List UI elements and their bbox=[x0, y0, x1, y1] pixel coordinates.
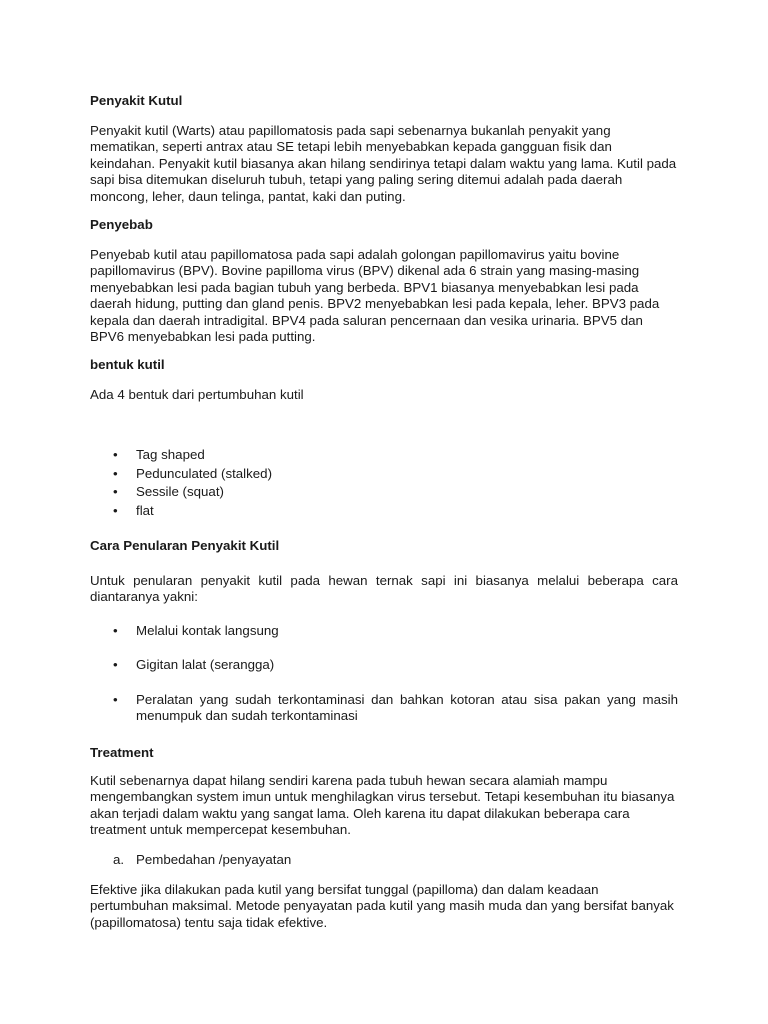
paragraph-pembedahan: Efektive jika dilakukan pada kutil yang bersifat tunggal (papilloma) dan dalam keadaan pertumbuhan maksimal. Metode penyayatan pada kutil yang masih muda dan yang bersifat banyak (papillomatosa) tentu saja tidak efektive. bbox=[90, 882, 674, 930]
list-item: • Tag shaped bbox=[90, 446, 678, 465]
list-item: • Sessile (squat) bbox=[90, 483, 678, 502]
heading-cara-penularan: Cara Penularan Penyakit Kutil bbox=[90, 538, 280, 553]
heading-penyakit-kutul: Penyakit Kutul bbox=[90, 93, 183, 108]
paragraph-penyebab: Penyebab kutil atau papillomatosa pada sapi adalah golongan papillomavirus yaitu bovine papillomavirus (BPV). Bovine papilloma virus (BPV) dikenal ada 6 strain yang masing-masing menyebabkan lesi pada bagian tubuh yang berbeda. BPV1 biasanya menyebabkan lesi pada daerah hidung, putting dan gland penis. BPV2 menyebabkan lesi pada kepala, leher. BPV3 pada kepala dan daerah intradigital. BPV4 pada saluran pencernaan dan vesika urinaria. BPV5 dan BPV6 menyebabkan lesi pada putting. bbox=[90, 247, 660, 345]
heading-penyebab: Penyebab bbox=[90, 217, 153, 232]
paragraph-bentuk-intro: Ada 4 bentuk dari pertumbuhan kutil bbox=[90, 387, 304, 402]
bentuk-list bbox=[90, 446, 678, 520]
list-item-a: a. Pembedahan /penyayatan bbox=[90, 852, 678, 868]
list-item: • Peralatan yang sudah terkontaminasi dan bahkan kotoran atau sisa pakan yang masih menumpuk dan sudah terkontaminasi bbox=[90, 692, 678, 725]
treatment-list bbox=[90, 852, 678, 868]
list-item: • Gigitan lalat (serangga) bbox=[90, 657, 678, 673]
list-item: • flat bbox=[90, 502, 678, 521]
heading-treatment: Treatment bbox=[90, 745, 154, 760]
paragraph-treatment: Kutil sebenarnya dapat hilang sendiri karena pada tubuh hewan secara alamiah mampu mengembangkan system imun untuk menghilagkan virus tersebut. Tetapi kesembuhan itu biasanya akan terjadi dalam waktu yang sangat lama. Oleh karena itu dapat dilakukan beberapa cara treatment untuk mempercepat kesembuhan. bbox=[90, 773, 675, 838]
penularan-list bbox=[90, 623, 678, 725]
paragraph-penyakit-kutil: Penyakit kutil (Warts) atau papillomatosis pada sapi sebenarnya bukanlah penyakit yang mematikan, seperti antrax atau SE tetapi lebih menyebabkan kepada gangguan fisik dan keindahan. Penyakit kutil biasanya akan hilang sendirinya tetapi dalam waktu yang lama. Kutil pada sapi bisa ditemukan diseluruh tubuh, tetapi yang paling sering ditemui adalah pada daerah moncong, leher, daun telinga, pantat, kaki dan puting. bbox=[90, 123, 677, 204]
paragraph-penularan-intro: Untuk penularan penyakit kutil pada hewan ternak sapi ini biasanya melalui beberapa cara diantaranya yakni: bbox=[90, 573, 678, 605]
heading-bentuk-kutil: bentuk kutil bbox=[90, 357, 165, 372]
list-item: • Pedunculated (stalked) bbox=[90, 465, 678, 484]
list-item: • Melalui kontak langsung bbox=[90, 623, 678, 639]
